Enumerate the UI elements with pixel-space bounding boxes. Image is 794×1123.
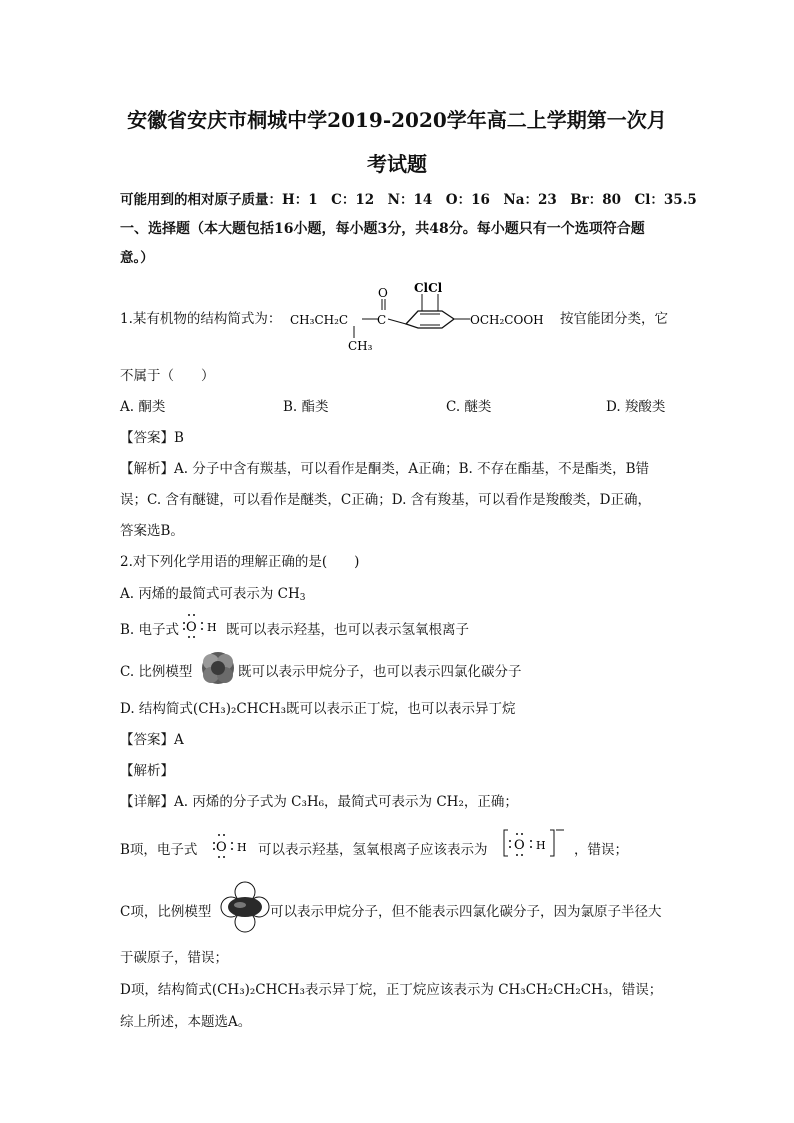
q1-option-b: B. 酯类: [283, 399, 329, 415]
q2-detail-c-line2: 于碳原子，错误；: [120, 950, 228, 966]
q1-option-c: C. 醚类: [446, 399, 492, 415]
q2-detail-c-prefix: C项，比例模型: [120, 904, 212, 920]
q1-stem-suffix: 按官能团分类，它: [560, 311, 668, 327]
structure-carbonyl-o: O: [378, 286, 388, 300]
q1-analysis-line3: 答案选B。: [120, 523, 184, 539]
q1-stem-prefix: 1.某有机物的结构简式为：: [120, 311, 282, 327]
svg-text:H: H: [207, 621, 217, 634]
structure-left-group: CH₃CH₂C: [290, 313, 349, 327]
svg-text:H: H: [237, 841, 247, 854]
q2-option-c-suffix: 既可以表示甲烷分子，也可以表示四氯化碳分子: [238, 664, 522, 680]
q2-detail-a: 【详解】A. 丙烯的分子式为 C₃H₆，最简式可表示为 CH₂，正确；: [120, 794, 518, 810]
q1-answer: 【答案】B: [120, 430, 184, 446]
q2-detail-b-suffix: ，错误；: [574, 842, 628, 858]
q2-summary: 综上所述，本题选A。: [120, 1014, 252, 1030]
q1-analysis-line2: 误；C. 含有醚键，可以看作是醚类，C正确；D. 含有羧基，可以看作是羧酸类，D正确，: [120, 492, 652, 508]
q2-option-b-suffix: 既可以表示羟基，也可以表示氢氧根离子: [226, 622, 469, 638]
structure-methyl: CH₃: [348, 339, 373, 353]
hydroxide-ion-formula-icon: [502, 826, 568, 860]
svg-text:O: O: [514, 838, 525, 853]
svg-text:H: H: [536, 839, 546, 852]
q2-option-a: A. 丙烯的最简式可表示为 $CH_3$: [120, 586, 306, 603]
methane-model-icon: [220, 882, 270, 932]
q1-option-d: D. 羧酸类: [606, 399, 666, 415]
svg-text:C: C: [377, 313, 387, 327]
structure-right-group: OCH₂COOH: [470, 313, 544, 327]
q2-option-b-prefix: B. 电子式: [120, 622, 180, 638]
q2-option-d: D. 结构简式(CH₃)₂CHCH₃既可以表示正丁烷，也可以表示异丁烷: [120, 701, 516, 717]
svg-text:O: O: [186, 620, 197, 635]
space-filling-model-icon: [200, 650, 236, 686]
q2-answer: 【答案】A: [120, 732, 184, 748]
svg-text:O: O: [216, 840, 227, 855]
electron-formula-icon: [182, 610, 226, 640]
q1-analysis-line1: 【解析】A. 分子中含有羰基，可以看作是酮类，A正确；B. 不存在酯基，不是酯类，B错: [120, 461, 650, 477]
q2-detail-b-mid: 可以表示羟基，氢氧根离子应该表示为: [258, 842, 488, 858]
section-heading-cont: 意。）: [120, 250, 154, 266]
q2-analysis-heading: 【解析】: [120, 763, 174, 779]
q1-structure-diagram: [288, 272, 558, 372]
electron-formula-hydroxyl-icon: [212, 830, 256, 860]
structure-cl-label: ClCl: [414, 281, 443, 295]
q2-detail-d: D项，结构简式(CH₃)₂CHCH₃表示异丁烷，正丁烷应该表示为 CH₃CH₂CH₂CH₃，错误；: [120, 982, 663, 998]
q2-option-c-prefix: C. 比例模型: [120, 664, 193, 680]
atomic-mass-note: 可能用到的相对原子质量：H：1 C：12 N：14 O：16 Na：23 Br：80 Cl：35.5: [120, 192, 697, 208]
section-heading: 一、选择题（本大题包括16小题，每小题3分，共48分。每小题只有一个选项符合题: [120, 221, 645, 237]
q2-stem: 2.对下列化学用语的理解正确的是( ): [120, 554, 360, 570]
q1-stem-line2: 不属于（ ）: [120, 368, 215, 384]
page-title: 安徽省安庆市桐城中学2019-2020学年高二上学期第一次月: [127, 108, 667, 132]
q2-detail-b-prefix: B项，电子式: [120, 842, 198, 858]
q1-option-a: A. 酮类: [120, 399, 166, 415]
page-title-line2: 考试题: [367, 152, 427, 176]
q2-detail-c-suffix: 可以表示甲烷分子，但不能表示四氯化碳分子，因为氯原子半径大: [270, 904, 662, 920]
